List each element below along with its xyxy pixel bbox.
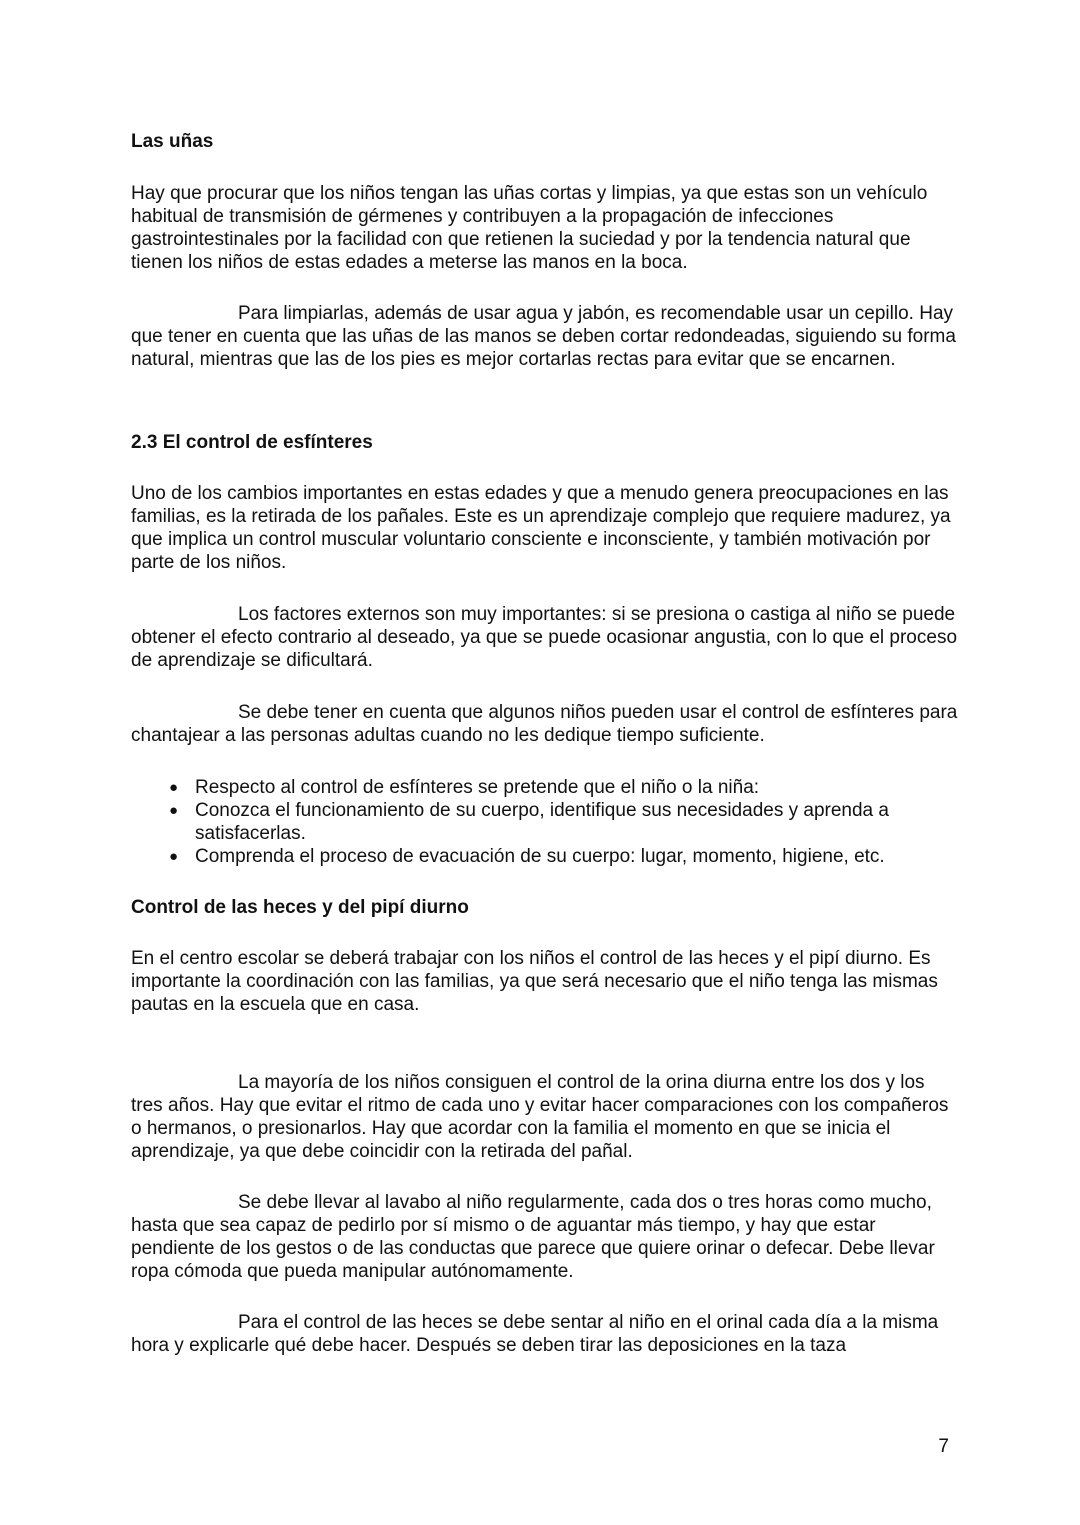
document-page [131,128,961,1357]
list-item [131,776,961,799]
page-number: 7 [938,1436,949,1457]
paragraph-orina-diurna: La mayoría de los niños consiguen el control de la orina diurna entre los dos y los tres años. Hay que evitar el ritmo de cada uno y evitar hacer comparaciones con los compañeros o hermanos, o presionarlos. Hay que acordar con la familia el momento en que se inicia el aprendizaje, ya que debe coincidir con la retirada del pañal. [131,1072,949,1162]
list-item-text: Conozca el funcionamiento de su cuerpo, identifique sus necesidades y aprenda a satisfacerlas. [195,800,889,844]
bullet-icon: ● [169,779,179,796]
list-item [131,845,961,868]
heading-las-unas: Las uñas [131,131,214,152]
paragraph-factores-externos: Los factores externos son muy importantes: si se presiona o castiga al niño se puede obtener el efecto contrario al deseado, ya que se puede ocasionar angustia, con lo que el proceso de aprendizaje se dificultará. [131,604,958,671]
bullet-icon: ● [169,802,179,819]
paragraph-unas-limpieza: Para limpiarlas, además de usar agua y jabón, es recomendable usar un cepillo. Hay que tener en cuenta que las uñas de las manos se deben cortar redondeadas, siguiendo su forma natural, mientras que las de los pies es mejor cortarlas rectas para evitar que se encarnen. [131,303,956,370]
paragraph-orinal: Para el control de las heces se debe sentar al niño en el orinal cada día a la misma hora y explicarle qué debe hacer. Después se deben tirar las deposiciones en la taza [131,1312,939,1356]
list-item-text: Respecto al control de esfínteres se pretende que el niño o la niña: [195,777,760,798]
bullet-icon: ● [169,848,179,865]
list-item-text: Comprenda el proceso de evacuación de su cuerpo: lugar, momento, higiene, etc. [195,846,885,867]
paragraph-centro-escolar: En el centro escolar se deberá trabajar con los niños el control de las heces y el pipí diurno. Es importante la coordinación con las familias, ya que será necesario que el niño tenga las mismas pautas en la escuela que en casa. [131,948,938,1015]
paragraph-unas-intro: Hay que procurar que los niños tengan las uñas cortas y limpias, ya que estas son un vehículo habitual de transmisión de gérmenes y contribuyen a la propagación de infecciones gastrointestinales por la facilidad con que retienen la suciedad y por la tendencia natural que tienen los niños de estas edades a meterse las manos en la boca. [131,183,928,273]
paragraph-chantaje: Se debe tener en cuenta que algunos niños pueden usar el control de esfínteres para chantajear a las personas adultas cuando no les dedique tiempo suficiente. [131,702,958,746]
objectives-list [131,776,961,868]
list-item [131,799,961,845]
heading-control-esfinteres: 2.3 El control de esfínteres [131,432,373,453]
heading-control-heces: Control de las heces y del pipí diurno [131,897,469,918]
paragraph-esfinteres-intro: Uno de los cambios importantes en estas edades y que a menudo genera preocupaciones en las familias, es la retirada de los pañales. Este es un aprendizaje complejo que requiere madurez, ya que implica un control muscular voluntario consciente e inconsciente, y también motivación por parte de los niños. [131,483,951,573]
paragraph-lavabo: Se debe llevar al lavabo al niño regularmente, cada dos o tres horas como mucho, hasta que sea capaz de pedirlo por sí mismo o de aguantar más tiempo, y hay que estar pendiente de los gestos o de las conductas que parece que quiere orinar o defecar. Debe llevar ropa cómoda que pueda manipular autónomamente. [131,1192,935,1282]
